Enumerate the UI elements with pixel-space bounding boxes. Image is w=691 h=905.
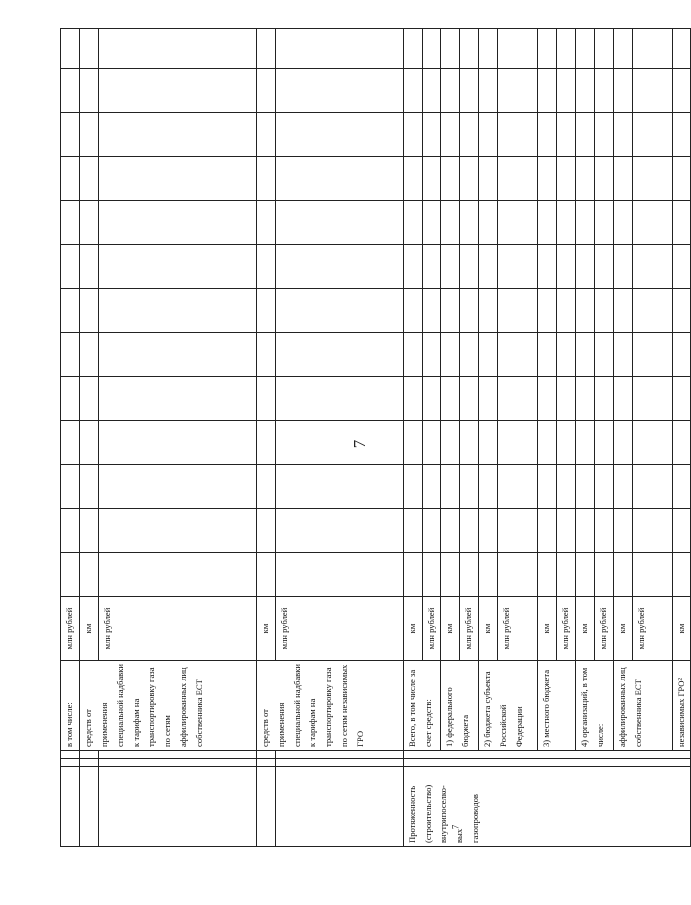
table-cell	[594, 377, 613, 421]
table-cell	[61, 201, 80, 245]
unit-cell: млн рублей	[422, 597, 441, 661]
table-cell	[498, 245, 538, 289]
table-cell	[61, 245, 80, 289]
table-cell	[98, 333, 256, 377]
unit-cell: км	[575, 597, 594, 661]
unit-cell: км	[441, 597, 460, 661]
table-cell	[594, 289, 613, 333]
table-cell	[422, 421, 441, 465]
unit-cell: км	[538, 597, 557, 661]
table-cell	[672, 553, 691, 597]
table-cell	[256, 29, 275, 69]
table-cell	[498, 553, 538, 597]
table-cell	[538, 29, 557, 69]
table-cell	[61, 377, 80, 421]
table-cell	[613, 377, 632, 421]
table-cell	[275, 113, 403, 157]
table-cell	[557, 421, 576, 465]
table-cell	[460, 245, 479, 289]
table-cell	[422, 245, 441, 289]
rotated-table	[60, 37, 686, 847]
table-cell	[672, 289, 691, 333]
row-label: 3) местного бюджета	[538, 661, 576, 751]
table-cell	[460, 289, 479, 333]
table-cell	[403, 553, 422, 597]
table-cell	[460, 69, 479, 113]
table-cell	[79, 759, 98, 767]
table-cell	[613, 421, 632, 465]
table-cell	[98, 759, 256, 767]
table-cell	[613, 509, 632, 553]
table-cell	[479, 113, 498, 157]
table-cell	[275, 289, 403, 333]
table-cell	[422, 333, 441, 377]
table-cell	[79, 29, 98, 69]
table-cell	[575, 69, 594, 113]
unit-cell: км	[256, 597, 275, 661]
unit-cell: млн рублей	[498, 597, 538, 661]
table-cell	[275, 157, 403, 201]
table-cell	[538, 289, 557, 333]
table-cell	[594, 553, 613, 597]
table-cell	[538, 553, 557, 597]
table-cell	[422, 289, 441, 333]
table-cell	[441, 553, 460, 597]
table-cell	[98, 201, 256, 245]
table-cell	[557, 333, 576, 377]
table-cell	[632, 29, 672, 69]
table-cell	[441, 421, 460, 465]
table-cell	[61, 157, 80, 201]
table-cell	[672, 421, 691, 465]
table-cell	[575, 289, 594, 333]
table-cell	[403, 751, 691, 759]
table-cell	[460, 553, 479, 597]
table-cell	[557, 509, 576, 553]
table-cell	[275, 751, 403, 759]
table-cell	[275, 767, 403, 847]
table-cell	[557, 289, 576, 333]
table-cell	[61, 69, 80, 113]
table-cell	[441, 157, 460, 201]
table-cell	[403, 289, 422, 333]
table-cell	[441, 29, 460, 69]
section-label: Протяженность (строительство) внутрипоселко- вых газопроводов	[403, 767, 691, 847]
data-table	[60, 28, 691, 847]
table-cell	[538, 333, 557, 377]
table-cell	[498, 377, 538, 421]
table-cell	[79, 553, 98, 597]
table-cell	[422, 201, 441, 245]
row-label: Всего, в том числе за счет средств:	[403, 661, 441, 751]
table-cell	[98, 157, 256, 201]
side-marker: 7	[450, 824, 461, 830]
table-cell	[632, 333, 672, 377]
table-cell	[275, 69, 403, 113]
table-cell	[557, 201, 576, 245]
table-cell	[79, 465, 98, 509]
unit-cell: млн рублей	[632, 597, 672, 661]
table-cell	[672, 465, 691, 509]
table-cell	[538, 421, 557, 465]
row-label: независимых ГРО²	[672, 661, 691, 751]
table-cell	[498, 421, 538, 465]
table-cell	[557, 157, 576, 201]
table-cell	[632, 245, 672, 289]
table-cell	[575, 201, 594, 245]
table-cell	[61, 113, 80, 157]
table-cell	[79, 767, 98, 847]
table-cell	[538, 245, 557, 289]
table-cell	[275, 465, 403, 509]
table-cell	[672, 333, 691, 377]
table-cell	[557, 29, 576, 69]
table-cell	[575, 421, 594, 465]
table-cell	[460, 113, 479, 157]
table-cell	[441, 113, 460, 157]
unit-cell: млн рублей	[460, 597, 479, 661]
table-cell	[594, 157, 613, 201]
table-cell	[61, 767, 80, 847]
table-row	[61, 29, 80, 847]
table-row	[403, 29, 422, 847]
table-cell	[479, 289, 498, 333]
table-cell	[498, 465, 538, 509]
table-row	[538, 29, 557, 847]
row-label: 1) федерального бюджета	[441, 661, 479, 751]
table-cell	[479, 157, 498, 201]
table-cell	[575, 157, 594, 201]
table-cell	[422, 69, 441, 113]
table-cell	[256, 113, 275, 157]
table-cell	[256, 333, 275, 377]
table-cell	[479, 465, 498, 509]
table-cell	[632, 113, 672, 157]
table-cell	[403, 421, 422, 465]
table-cell	[256, 245, 275, 289]
table-cell	[403, 201, 422, 245]
table-cell	[498, 157, 538, 201]
table-cell	[422, 29, 441, 69]
table-cell	[79, 157, 98, 201]
table-cell	[98, 245, 256, 289]
table-cell	[460, 421, 479, 465]
unit-cell: км	[479, 597, 498, 661]
table-cell	[61, 289, 80, 333]
table-cell	[79, 509, 98, 553]
table-cell	[632, 509, 672, 553]
table-cell	[575, 29, 594, 69]
table-cell	[79, 113, 98, 157]
table-cell	[403, 509, 422, 553]
row-label: в том числе:	[61, 661, 80, 751]
table-cell	[275, 509, 403, 553]
table-cell	[557, 377, 576, 421]
table-cell	[441, 333, 460, 377]
table-cell	[672, 113, 691, 157]
table-cell	[594, 509, 613, 553]
table-cell	[632, 421, 672, 465]
table-cell	[498, 69, 538, 113]
row-label: 2) бюджета субъекта Российской Федерации	[479, 661, 538, 751]
table-cell	[403, 29, 422, 69]
table-cell	[61, 553, 80, 597]
table-cell	[479, 421, 498, 465]
table-cell	[672, 29, 691, 69]
table-cell	[575, 553, 594, 597]
table-cell	[498, 113, 538, 157]
table-cell	[672, 201, 691, 245]
table-cell	[498, 201, 538, 245]
table-cell	[575, 245, 594, 289]
table-cell	[275, 553, 403, 597]
table-cell	[275, 421, 403, 465]
table-cell	[256, 553, 275, 597]
table-cell	[632, 553, 672, 597]
table-cell	[256, 509, 275, 553]
table-cell	[594, 29, 613, 69]
table-row	[441, 29, 460, 847]
table-cell	[632, 157, 672, 201]
table-cell	[594, 421, 613, 465]
table-cell	[61, 465, 80, 509]
unit-cell: млн рублей	[557, 597, 576, 661]
table-cell	[613, 333, 632, 377]
table-cell	[538, 509, 557, 553]
table-cell	[460, 465, 479, 509]
table-cell	[256, 69, 275, 113]
table-cell	[613, 289, 632, 333]
table-cell	[79, 201, 98, 245]
table-cell	[256, 767, 275, 847]
unit-cell: млн рублей	[61, 597, 80, 661]
table-row	[79, 29, 98, 847]
table-cell	[79, 289, 98, 333]
table-cell	[632, 69, 672, 113]
table-cell	[479, 69, 498, 113]
table-cell	[403, 377, 422, 421]
table-cell	[98, 553, 256, 597]
table-cell	[613, 69, 632, 113]
unit-cell: км	[672, 597, 691, 661]
table-cell	[498, 289, 538, 333]
table-cell	[79, 377, 98, 421]
table-cell	[61, 759, 80, 767]
table-cell	[594, 245, 613, 289]
table-cell	[256, 759, 275, 767]
table-cell	[460, 333, 479, 377]
table-cell	[672, 69, 691, 113]
table-cell	[98, 377, 256, 421]
table-cell	[460, 201, 479, 245]
table-cell	[575, 333, 594, 377]
table-cell	[79, 245, 98, 289]
table-cell	[403, 69, 422, 113]
table-cell	[441, 465, 460, 509]
table-cell	[672, 245, 691, 289]
table-cell	[479, 333, 498, 377]
table-cell	[79, 69, 98, 113]
table-cell	[275, 333, 403, 377]
table-cell	[98, 69, 256, 113]
table-cell	[557, 465, 576, 509]
table-cell	[460, 29, 479, 69]
table-cell	[538, 201, 557, 245]
table-cell	[275, 377, 403, 421]
table-cell	[256, 201, 275, 245]
table-cell	[575, 509, 594, 553]
table-cell	[79, 751, 98, 759]
table-cell	[613, 29, 632, 69]
unit-cell: млн рублей	[275, 597, 403, 661]
table-cell	[256, 751, 275, 759]
table-cell	[98, 29, 256, 69]
unit-cell: млн рублей	[98, 597, 256, 661]
table-cell	[460, 509, 479, 553]
table-cell	[557, 553, 576, 597]
table-cell	[256, 289, 275, 333]
table-cell	[422, 377, 441, 421]
table-cell	[538, 157, 557, 201]
row-label: 4) организаций, в том числе:	[575, 661, 613, 751]
table-cell	[632, 201, 672, 245]
table-cell	[594, 465, 613, 509]
table-cell	[672, 157, 691, 201]
table-cell	[498, 29, 538, 69]
table-row	[575, 29, 594, 847]
table-cell	[672, 377, 691, 421]
table-cell	[403, 333, 422, 377]
table-cell	[557, 113, 576, 157]
table-cell	[613, 201, 632, 245]
table-cell	[256, 157, 275, 201]
table-cell	[441, 509, 460, 553]
table-cell	[275, 759, 403, 767]
table-cell	[613, 465, 632, 509]
table-cell	[61, 421, 80, 465]
table-cell	[557, 245, 576, 289]
table-cell	[403, 245, 422, 289]
table-cell	[575, 465, 594, 509]
table-cell	[538, 69, 557, 113]
unit-cell: км	[613, 597, 632, 661]
table-cell	[79, 333, 98, 377]
table-cell	[98, 509, 256, 553]
table-row	[613, 29, 632, 847]
unit-cell: км	[79, 597, 98, 661]
row-label: средств от применения специальной надбавки к тарифам на транспортировку газа по сетям аффилированных лиц собственника ЕСТ	[79, 661, 256, 751]
table-cell	[441, 245, 460, 289]
table-cell	[403, 157, 422, 201]
table-cell	[557, 69, 576, 113]
table-cell	[498, 509, 538, 553]
table-cell	[460, 377, 479, 421]
table-cell	[479, 553, 498, 597]
table-cell	[594, 333, 613, 377]
table-cell	[632, 377, 672, 421]
table-cell	[672, 509, 691, 553]
table-cell	[98, 751, 256, 759]
table-cell	[403, 113, 422, 157]
table-cell	[479, 377, 498, 421]
table-cell	[575, 377, 594, 421]
table-cell	[256, 465, 275, 509]
table-cell	[613, 553, 632, 597]
table-cell	[498, 333, 538, 377]
table-cell	[61, 751, 80, 759]
table-cell	[61, 509, 80, 553]
table-cell	[441, 201, 460, 245]
table-cell	[98, 113, 256, 157]
table-cell	[422, 553, 441, 597]
table-cell	[538, 465, 557, 509]
table-cell	[422, 509, 441, 553]
table-cell	[61, 333, 80, 377]
table-cell	[98, 421, 256, 465]
table-cell	[479, 245, 498, 289]
table-cell	[594, 113, 613, 157]
table-cell	[479, 201, 498, 245]
table-cell	[98, 767, 256, 847]
table-cell	[441, 69, 460, 113]
table-cell	[256, 377, 275, 421]
table-cell	[275, 245, 403, 289]
table-cell	[632, 465, 672, 509]
table-cell	[479, 509, 498, 553]
table-cell	[422, 113, 441, 157]
table-cell	[460, 157, 479, 201]
table-cell	[594, 69, 613, 113]
table-cell	[275, 201, 403, 245]
table-cell	[441, 377, 460, 421]
table-cell	[538, 377, 557, 421]
page-number: 7	[350, 439, 369, 449]
table-row	[672, 29, 691, 847]
table-row	[479, 29, 498, 847]
unit-cell: км	[403, 597, 422, 661]
table-cell	[441, 289, 460, 333]
row-label: средств от применения специальной надбавки к тарифам на транспортировку газа по сетям независимых ГРО	[256, 661, 403, 751]
table-cell	[632, 289, 672, 333]
table-cell	[98, 289, 256, 333]
table-cell	[98, 465, 256, 509]
table-cell	[479, 29, 498, 69]
table-cell	[403, 465, 422, 509]
table-cell	[79, 421, 98, 465]
table-cell	[538, 113, 557, 157]
table-cell	[613, 245, 632, 289]
row-label: аффилированных лиц собственника ЕСТ	[613, 661, 672, 751]
table-cell	[61, 29, 80, 69]
table-cell	[613, 157, 632, 201]
table-cell	[403, 759, 691, 767]
table-cell	[422, 157, 441, 201]
table-cell	[256, 421, 275, 465]
table-cell	[575, 113, 594, 157]
table-cell	[275, 29, 403, 69]
unit-cell: млн рублей	[594, 597, 613, 661]
table-row	[256, 29, 275, 847]
table-cell	[613, 113, 632, 157]
table-cell	[594, 201, 613, 245]
table-cell	[422, 465, 441, 509]
